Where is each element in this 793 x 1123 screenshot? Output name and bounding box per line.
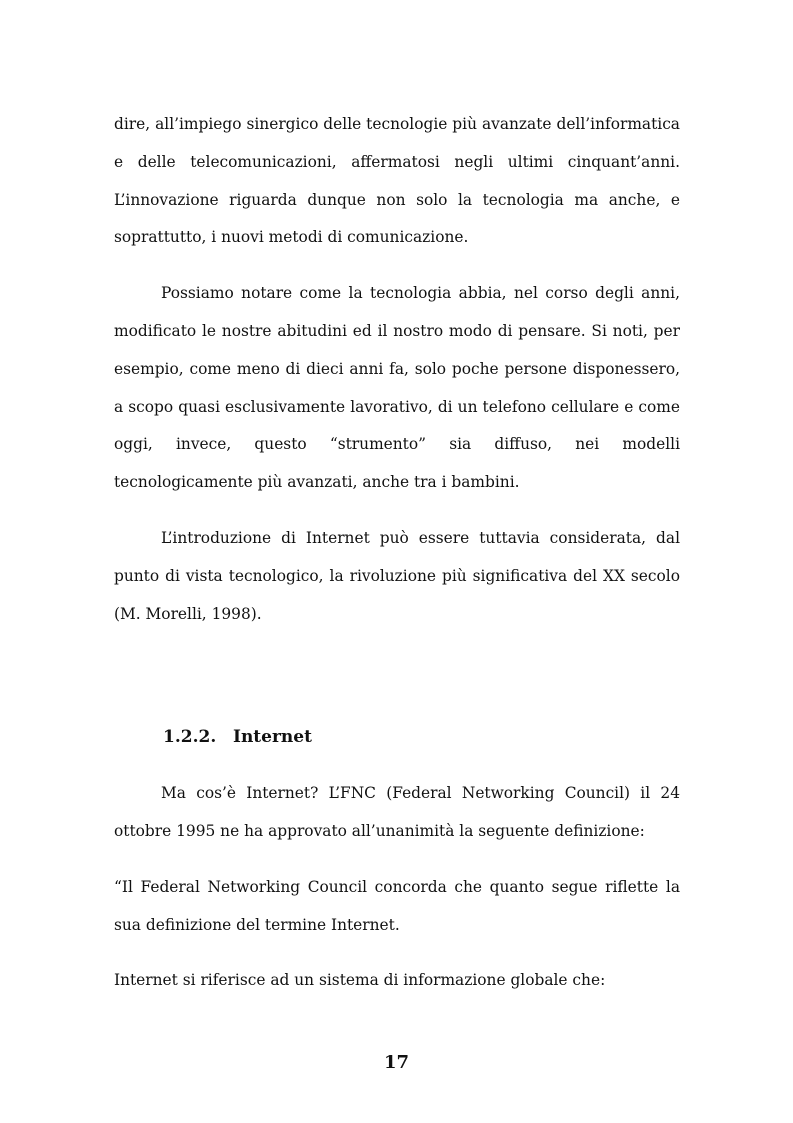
paragraph-internet-definition-start: Internet si riferisce ad un sistema di informazione globale che: bbox=[114, 971, 606, 990]
paragraph-fnc-definition-intro: Ma cos’è Internet? L’FNC (Federal Networking Council) il 24 ottobre 1995 ne ha approvato all’unanimità la seguente definizione: bbox=[114, 784, 680, 840]
page-number: 17 bbox=[383, 1052, 410, 1073]
paragraph-technology-habits: Possiamo notare come la tecnologia abbia, nel corso degli anni, modificato le nostre abitudini ed il nostro modo di pensare. Si noti, per esempio, come meno di dieci anni fa, solo poche persone disponessero, a scopo quasi esclusivamente lavorativo, di un telefono cellulare e come oggi, invece, questo “strumento” sia diffuso, nei modelli tecnologicamente più avanzati, anche tra i bambini. bbox=[114, 284, 680, 492]
paragraph-fnc-quote-start: “Il Federal Networking Council concorda che quanto segue riflette la sua definizione del termine Internet. bbox=[114, 877, 680, 934]
page-body bbox=[114, 106, 680, 1000]
section-title: Internet bbox=[233, 727, 312, 748]
section-heading bbox=[163, 719, 680, 757]
paragraph-intro-continuation: dire, all’impiego sinergico delle tecnologie più avanzate dell’informatica e delle telecomunicazioni, affermatosi negli ultimi cinquant’anni. L’innovazione riguarda dunque non solo la tecnologia ma anche, e soprattutto, i nuovi metodi di comunicazione. bbox=[114, 115, 680, 247]
paragraph-internet-revolution: L’introduzione di Internet può essere tuttavia considerata, dal punto di vista tecnologico, la rivoluzione più significativa del XX secolo (M. Morelli, 1998). bbox=[114, 528, 680, 623]
section-number: 1.2.2. bbox=[163, 727, 217, 748]
